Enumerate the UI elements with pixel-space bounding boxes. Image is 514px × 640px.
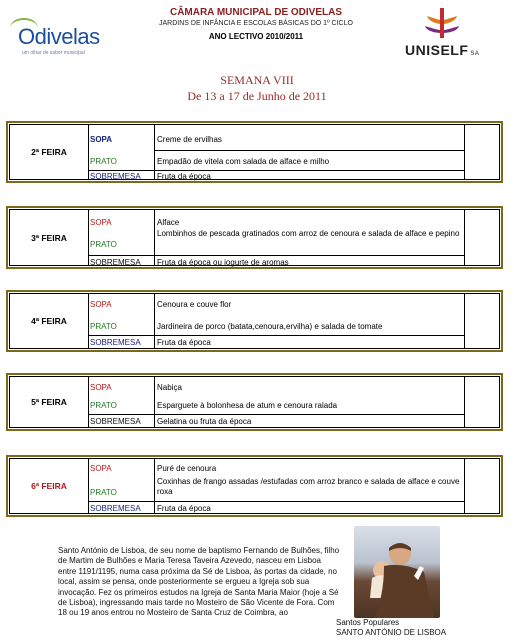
sobremesa-label: SOBREMESA	[90, 258, 141, 267]
week-dates: De 13 a 17 de Junho de 2011	[187, 89, 327, 103]
sopa-label: SOPA	[90, 383, 112, 392]
prato-label: PRATO	[90, 322, 117, 331]
notes-cell	[465, 125, 499, 179]
course-dishes	[155, 125, 465, 179]
course-dishes	[155, 294, 465, 348]
saint-portrait-icon	[354, 526, 440, 618]
course-labels	[88, 125, 155, 179]
sopa-dish: Cenoura e couve flor	[157, 300, 232, 309]
course-labels	[88, 459, 155, 513]
caption-saint-name: SANTO ANTÓNIO DE LISBOA	[336, 628, 447, 637]
menu-wednesday	[6, 290, 503, 352]
day-label: 3ª FEIRA	[10, 210, 89, 265]
prato-dish: Lombinhos de pescada gratinados com arroz de cenoura e salada de alface e pepino	[157, 229, 460, 238]
prato-label: PRATO	[90, 157, 117, 166]
odivelas-logo	[10, 18, 110, 58]
sopa-dish: Creme de ervilhas	[157, 135, 222, 144]
sopa-label: SOPA	[90, 135, 113, 144]
sopa-label: SOPA	[90, 218, 112, 227]
sobremesa-dish: Fruta da época	[157, 504, 211, 513]
menu-tuesday	[6, 206, 503, 269]
sobremesa-dish: Fruta da época	[157, 172, 211, 181]
course-labels	[88, 210, 155, 265]
course-dishes	[155, 459, 465, 513]
sopa-dish: Puré de cenoura	[157, 464, 217, 473]
sopa-label: SOPA	[90, 300, 112, 309]
sobremesa-label: SOBREMESA	[90, 417, 141, 426]
course-dishes	[155, 377, 465, 427]
sobremesa-dish: Gelatina ou fruta da época	[157, 417, 252, 426]
prato-dish: Jardineira de porco (batata,cenoura,ervilha) e salada de tomate	[157, 322, 383, 331]
saint-story-text: Santo António de Lisboa, de seu nome de baptismo Fernando de Bulhões, filho de Martim de Bulhões e Maria Teresa Taveira Azevedo, nasceu em Lisboa entre 1191/1195, numa casa próxima da Sé de Lisboa, às portas da cidade, no local, assim se pensa, onde posteriormente se ergueu a Igreja sob sua invocação. Fez os primeiros estudos na Igreja de Santa Maria Maior (hoje a Sé de Lisboa), ingressando mais tarde no Mosteiro de São Vicente de Fora. Com 18 ou 19 anos entrou no Mosteiro de Santa Cruz de Coimbra, ao	[58, 546, 340, 618]
schools-subtitle: JARDINS DE INFÂNCIA E ESCOLAS BÁSICAS DO 1º CICLO	[159, 20, 353, 27]
day-label: 2ª FEIRA	[10, 125, 89, 179]
menu-friday	[6, 455, 503, 517]
day-label: 6ª FEIRA	[10, 459, 89, 513]
uniself-emblem-icon	[405, 6, 483, 42]
sopa-dish: Alface	[157, 218, 180, 227]
notes-cell	[465, 377, 499, 427]
week-heading	[0, 72, 514, 104]
menu-thursday	[6, 373, 503, 431]
menu-monday	[6, 121, 503, 183]
prato-dish: Coxinhas de frango assadas /estufadas com arroz branco e salada de alface e couve roxa	[157, 477, 460, 496]
sobremesa-dish: Fruta da época ou iogurte de aromas	[157, 258, 289, 267]
sopa-label: SOPA	[90, 464, 112, 473]
municipality-title: CÂMARA MUNICIPAL DE ODIVELAS	[169, 7, 343, 18]
course-labels	[88, 294, 155, 348]
saint-anthony-image	[354, 526, 440, 618]
day-label: 5ª FEIRA	[10, 377, 89, 427]
day-label: 4ª FEIRA	[10, 294, 89, 348]
course-dishes	[155, 210, 465, 265]
sobremesa-dish: Fruta da época	[157, 338, 211, 347]
sobremesa-label: SOBREMESA	[90, 504, 141, 513]
notes-cell	[465, 294, 499, 348]
uniself-logo	[405, 6, 483, 60]
school-year: ANO LECTIVO 2010/2011	[208, 32, 304, 41]
week-title: SEMANA VIII	[220, 73, 294, 87]
prato-label: PRATO	[90, 488, 117, 497]
uniself-logo-text: UNISELF SA	[405, 42, 480, 58]
course-labels	[88, 377, 155, 427]
prato-label: PRATO	[90, 240, 117, 249]
sopa-dish: Nabiça	[157, 383, 182, 392]
prato-dish: Esparguete à bolonhesa de atum e cenoura ralada	[157, 401, 338, 410]
prato-label: PRATO	[90, 401, 117, 410]
odivelas-logo-subtext: um olhar de sabor municipal	[22, 50, 85, 56]
caption-santos-populares: Santos Populares	[336, 618, 400, 627]
prato-dish: Empadão de vitela com salada de alface e milho	[157, 157, 330, 166]
sobremesa-label: SOBREMESA	[90, 338, 141, 347]
notes-cell	[465, 210, 499, 265]
odivelas-logo-text: Odivelas	[18, 24, 100, 49]
sobremesa-label: SOBREMESA	[90, 172, 141, 181]
notes-cell	[465, 459, 499, 513]
